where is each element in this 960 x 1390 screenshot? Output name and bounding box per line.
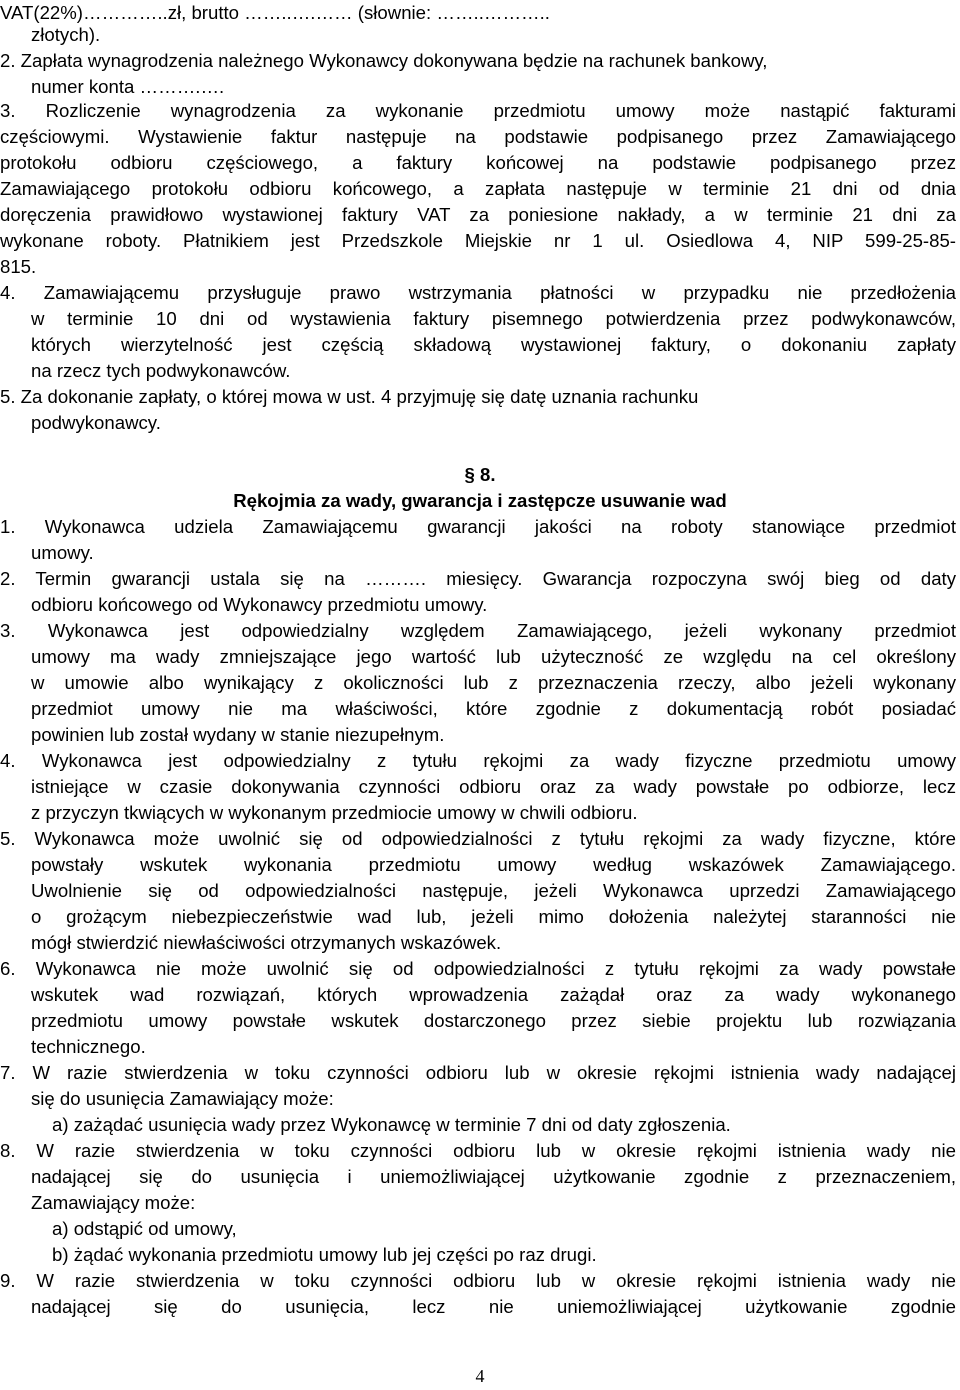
text-line: Zamawiający może:	[31, 1192, 196, 1213]
text-line: 5. Za dokonanie zapłaty, o której mowa w ust. 4 przyjmuję się datę uznania rachunku	[0, 386, 699, 407]
text-line: doręczenia prawidłowo wystawionej faktury VAT za poniesione nakłady, a w terminie 21 dni za	[0, 204, 956, 225]
text-line: odbioru końcowego od Wykonawcy przedmiotu umowy.	[31, 594, 488, 615]
text-line: umowy.	[31, 542, 94, 563]
text-line: 2. Zapłata wynagrodzenia należnego Wykonawcy dokonywana będzie na rachunek bankowy,	[0, 50, 768, 71]
text-line: Rękojmia za wady, gwarancja i zastępcze usuwanie wad	[233, 490, 727, 511]
text-line: powstały wskutek wykonania przedmiotu umowy według wskazówek Zamawiającego.	[31, 854, 956, 875]
text-line: 815.	[0, 256, 37, 277]
text-line: a) odstąpić od umowy,	[52, 1218, 237, 1239]
text-line: protokołu odbioru częściowego, a faktury końcowej na podstawie podpisanego przez	[0, 152, 956, 173]
text-line: § 8.	[464, 464, 496, 485]
text-line: których wierzytelność jest częścią składową wystawionej faktury, o dokonaniu zapłaty	[31, 334, 956, 355]
text-line: 7. W razie stwierdzenia w toku czynności odbioru lub w okresie rękojmi istnienia wady nadającej	[0, 1062, 956, 1083]
text-line: numer konta ……….….	[31, 76, 225, 97]
text-line: 9. W razie stwierdzenia w toku czynności odbioru lub w okresie rękojmi istnienia wady nie	[0, 1270, 956, 1291]
text-line: a) zażądać usunięcia wady przez Wykonawcę w terminie 7 dni od daty zgłoszenia.	[52, 1114, 731, 1135]
text-line: Zamawiającego protokołu odbioru końcowego, a zapłata następuje w terminie 21 dni od dnia	[0, 178, 956, 199]
text-line: b) żądać wykonania przedmiotu umowy lub jej części po raz drugi.	[52, 1244, 597, 1265]
text-line: z przyczyn tkwiących w wykonanym przedmiocie umowy w chwili odbioru.	[31, 802, 638, 823]
page-number: 4	[475, 1366, 485, 1386]
text-line: 6. Wykonawca nie może uwolnić się od odpowiedzialności z tytułu rękojmi za wady powstałe	[0, 958, 956, 979]
text-line: się do usunięcia Zamawiający może:	[31, 1088, 334, 1109]
text-line: przedmiot umowy nie ma właściwości, które zgodnie z dokumentacją robót posiadać	[31, 698, 956, 719]
text-line: 4. Zamawiającemu przysługuje prawo wstrzymania płatności w przypadku nie przedłożenia	[0, 282, 956, 303]
text-line: technicznego.	[31, 1036, 146, 1057]
text-line: 5. Wykonawca może uwolnić się od odpowiedzialności z tytułu rękojmi za wady fizyczne, które	[0, 828, 956, 849]
text-line: 2. Termin gwarancji ustala się na ………. miesięcy. Gwarancja rozpoczyna swój bieg od daty	[0, 568, 956, 589]
text-line: przedmiotu umowy powstałe wskutek dostarczonego przez siebie projektu lub rozwiązania	[31, 1010, 956, 1031]
text-line: o grożącym niebezpieczeństwie wad lub, jeżeli mimo dołożenia należytej staranności nie	[31, 906, 956, 927]
text-line: w terminie 10 dni od wystawienia faktury pisemnego potwierdzenia przez podwykonawców,	[31, 308, 956, 329]
text-line: złotych).	[31, 24, 101, 45]
text-line: 1. Wykonawca udziela Zamawiającemu gwarancji jakości na roboty stanowiące przedmiot	[0, 516, 956, 537]
text-line: istniejące w czasie dokonywania czynności odbioru oraz za wady powstałe po odbiorze, lecz	[31, 776, 956, 797]
text-line: wykonane roboty. Płatnikiem jest Przedszkole Miejskie nr 1 ul. Osiedlowa 4, NIP 599-25-85-	[0, 230, 956, 251]
text-line: nadającej się do usunięcia, lecz nie uniemożliwiającej użytkowanie zgodnie	[31, 1296, 956, 1317]
text-line: częściowymi. Wystawienie faktur następuje na podstawie podpisanego przez Zamawiającego	[0, 126, 956, 147]
text-line: Uwolnienie się od odpowiedzialności następuje, jeżeli Wykonawca uprzedzi Zamawiającego	[31, 880, 956, 901]
text-line: 3. Wykonawca jest odpowiedzialny względem Zamawiającego, jeżeli wykonany przedmiot	[0, 620, 956, 641]
text-line: w umowie albo wynikający z okoliczności lub z przeznaczenia rzeczy, albo jeżeli wykonany	[31, 672, 956, 693]
text-line: podwykonawcy.	[31, 412, 161, 433]
text-line: 4. Wykonawca jest odpowiedzialny z tytułu rękojmi za wady fizyczne przedmiotu umowy	[0, 750, 956, 771]
text-line: VAT(22%)…………..zł, brutto ……..….…… (słownie: ……..………..	[0, 2, 550, 23]
text-line: umowy ma wady zmniejszające jego wartość lub użyteczność ze względu na cel określony	[31, 646, 956, 667]
text-line: mógł stwierdzić niewłaściwości otrzymanych wskazówek.	[31, 932, 502, 953]
text-line: wskutek wad rozwiązań, których wprowadzenia zażądał oraz za wady wykonanego	[31, 984, 956, 1005]
text-line: 3. Rozliczenie wynagrodzenia za wykonanie przedmiotu umowy może nastąpić fakturami	[0, 100, 956, 121]
text-line: na rzecz tych podwykonawców.	[31, 360, 291, 381]
text-line: nadającej się do usunięcia i uniemożliwiającej użytkowanie zgodnie z przeznaczeniem,	[31, 1166, 956, 1187]
text-line: 8. W razie stwierdzenia w toku czynności odbioru lub w okresie rękojmi istnienia wady nie	[0, 1140, 956, 1161]
text-line: powinien lub został wydany w stanie niezupełnym.	[31, 724, 445, 745]
